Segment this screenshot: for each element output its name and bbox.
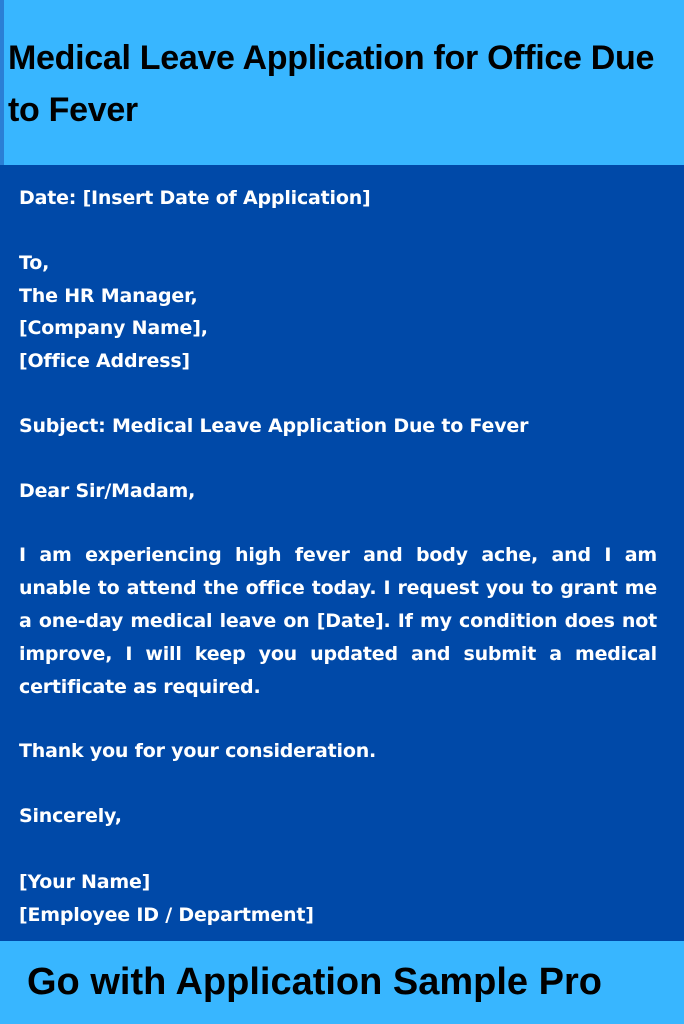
title-banner (0, 0, 684, 165)
salutation: Dear Sir/Madam, (19, 480, 196, 502)
footer-banner (0, 941, 684, 1024)
letter-date: Date: [Insert Date of Application] (19, 187, 371, 209)
employee-id: [Employee ID / Department] (19, 904, 314, 926)
letter-subject: Subject: Medical Leave Application Due to Fever (19, 415, 529, 437)
letter-to: To, (19, 252, 50, 274)
office-address: [Office Address] (19, 350, 190, 372)
signature-name: [Your Name] (19, 871, 151, 893)
page-title: Medical Leave Application for Office Due to Fever (8, 39, 655, 129)
letter-body (0, 165, 684, 941)
recipient-title: The HR Manager, (19, 285, 198, 307)
company-name: [Company Name], (19, 317, 208, 339)
closing: Sincerely, (19, 805, 122, 827)
thanks-line: Thank you for your consideration. (19, 740, 377, 762)
footer-brand-text: Go with Application Sample Pro (27, 961, 602, 1003)
letter-paragraph: I am experiencing high fever and body ache, and I am unable to attend the office today. I request you to grant me a one-day medical leave on [Date]. If my condition does not improve, I will keep you updated and submit a medical certificate as required. (19, 544, 657, 698)
